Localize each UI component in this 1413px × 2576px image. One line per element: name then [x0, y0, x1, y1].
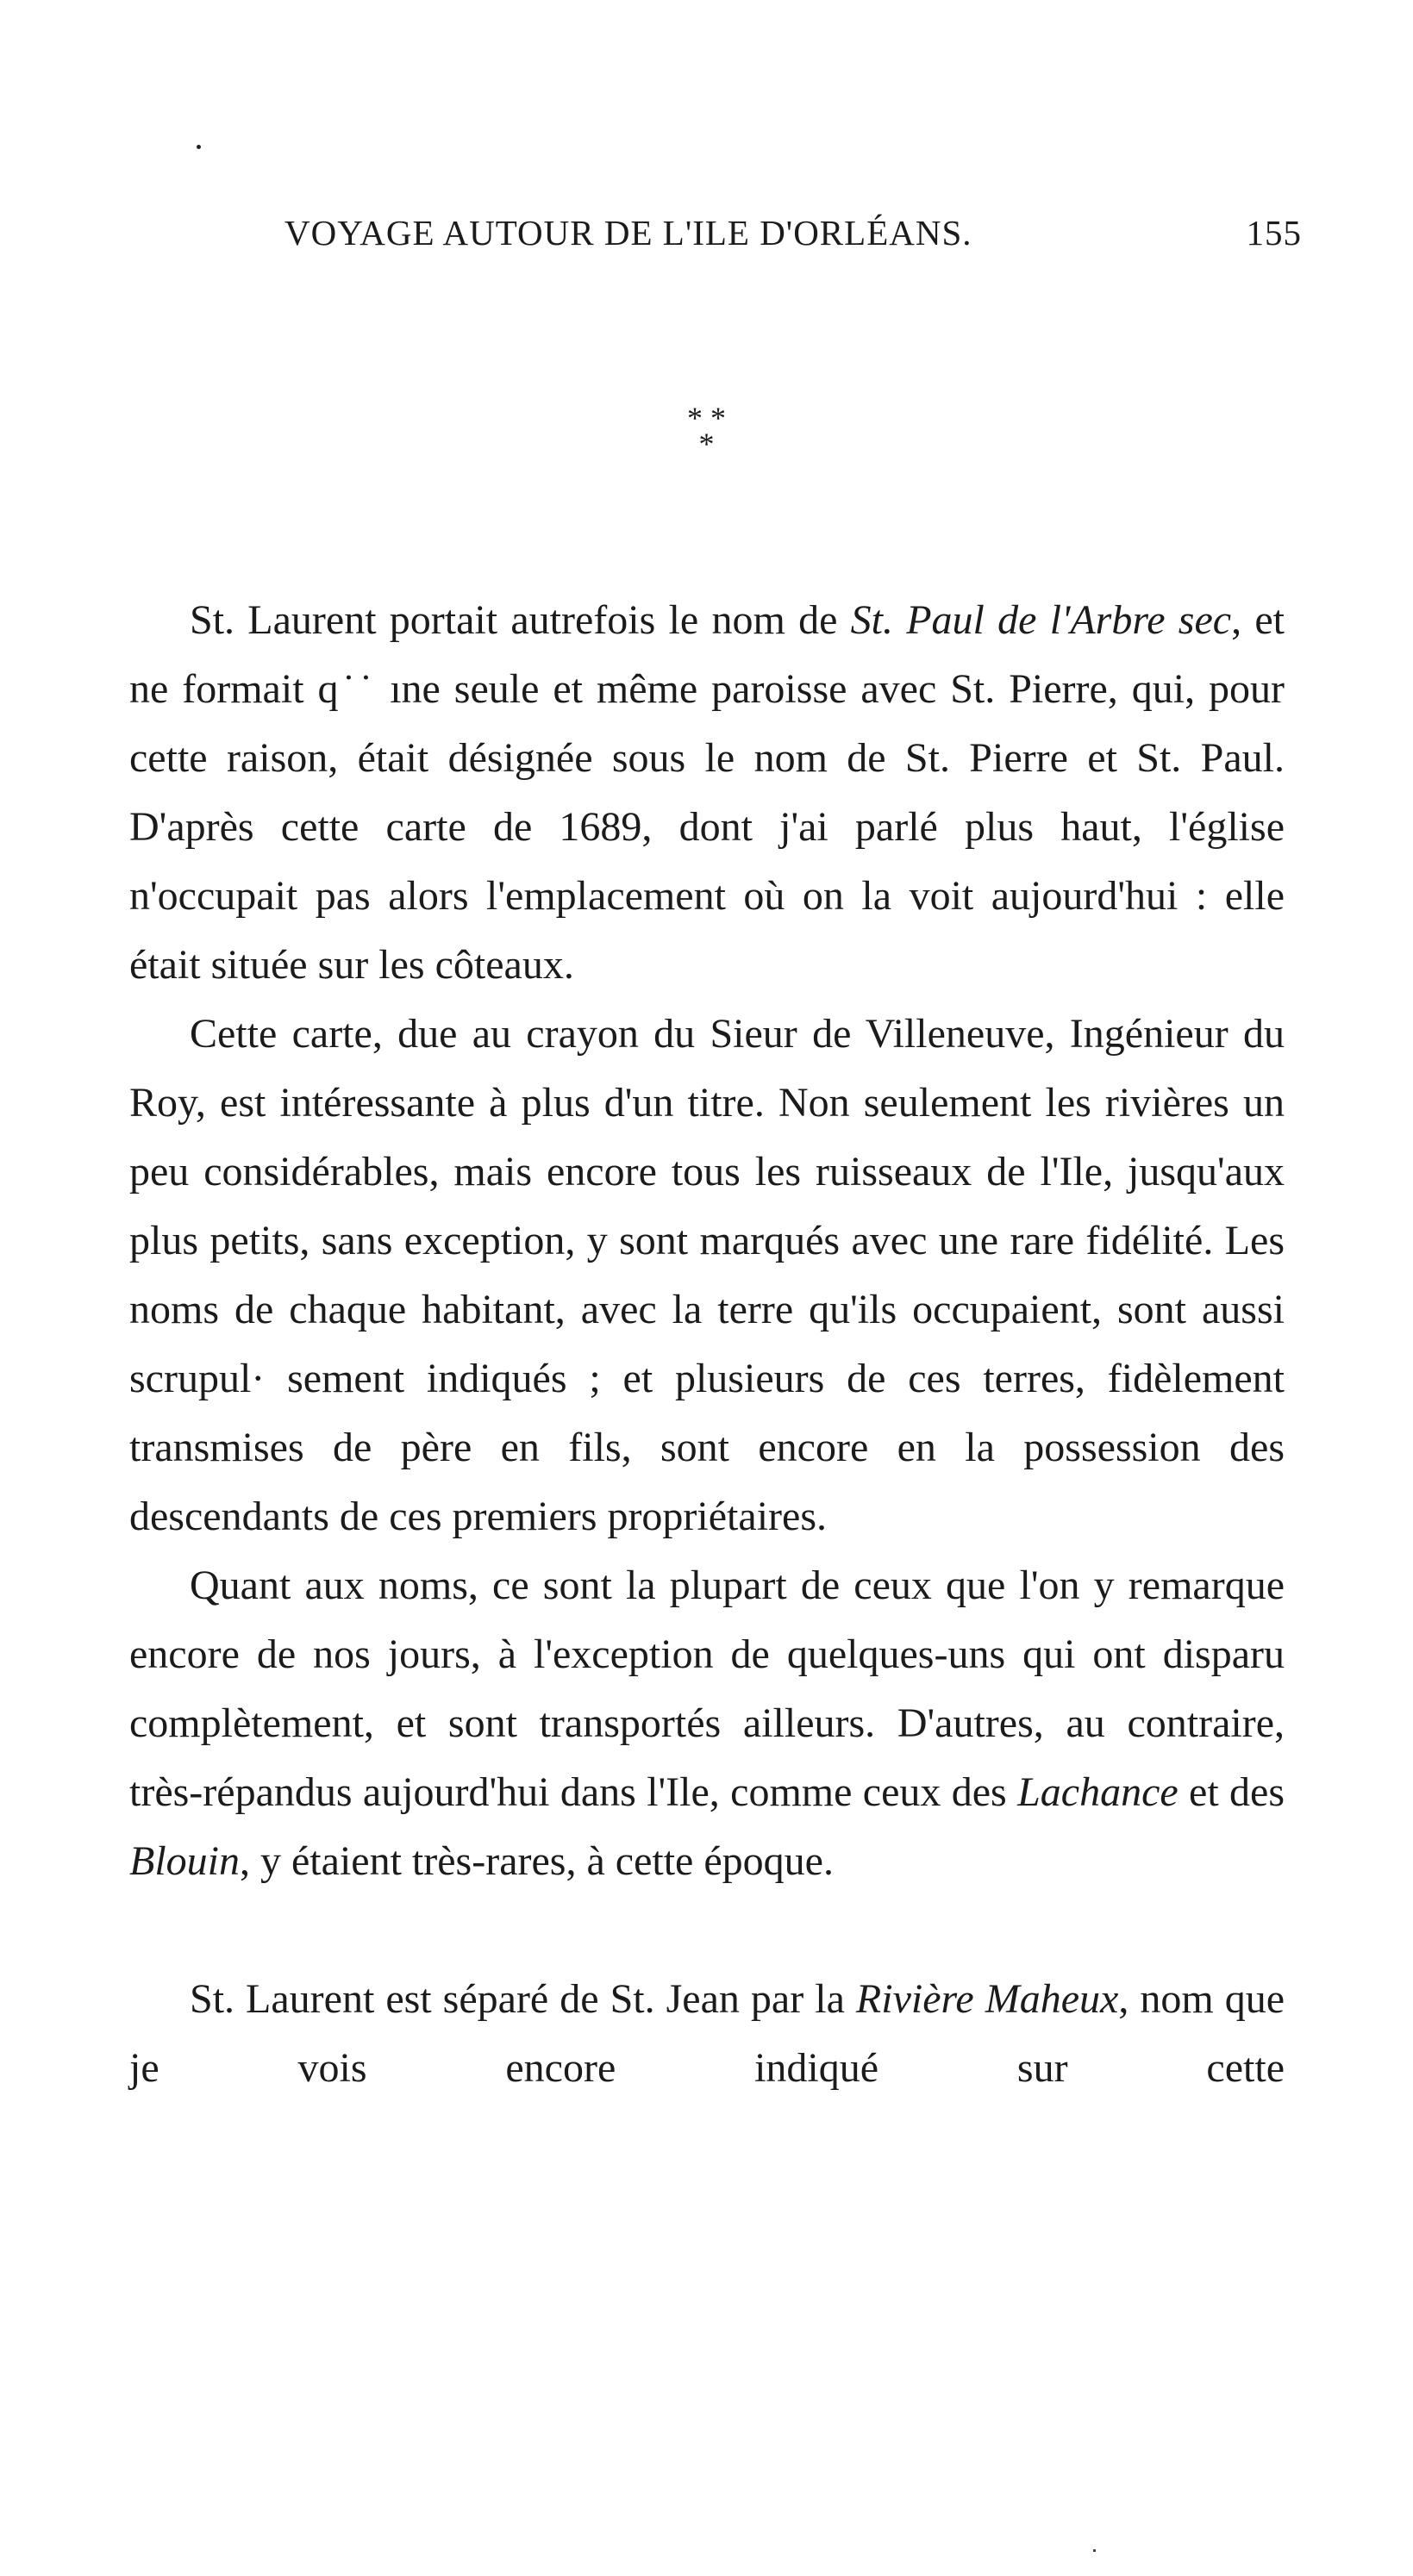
paragraph-text: Cette carte, due au crayon du Sieur de Villeneuve, Ingénieur du Roy, est intéressante à plus d'un titre. Non seulement les rivières un peu considérables, mais encore tous les ruisseaux de l'Ile, jusqu'aux plus petits, sans exception, y sont marqués avec une rare fidélité. Les noms de chaque habitant, avec la terre qu'ils occupaient, sont aussi scrupul· sement indiqués ; et plusieurs de ces terres, fidèlement transmises de père en fils, sont encore en la possession des descendants de ces premiers propriétaires.	[129, 1011, 1285, 1539]
paragraph-text: , nom que je vois encore indiqué sur cette	[129, 1976, 1285, 2091]
paragraph-2	[129, 1000, 1285, 1551]
italic-name: Blouin	[129, 1838, 240, 1884]
body-text	[129, 586, 1285, 2103]
paragraph-4	[129, 1965, 1285, 2103]
paragraph-text: St. Laurent est séparé de St. Jean par la	[190, 1976, 856, 2022]
paragraph-text: , y étaient très-rares, à cette époque.	[240, 1838, 834, 1884]
running-head	[284, 212, 1302, 253]
paragraph-text: St. Laurent portait autrefois le nom de	[190, 597, 851, 643]
page-number: 155	[1246, 213, 1302, 253]
asterism-ornament	[0, 401, 1413, 461]
asterism-top: * *	[687, 401, 726, 435]
paragraph-text: et des	[1178, 1769, 1285, 1815]
italic-name: Rivière Maheux	[855, 1976, 1119, 2022]
running-title: VOYAGE AUTOUR DE L'ILE D'ORLÉANS.	[284, 213, 972, 253]
paragraph-3	[129, 1551, 1285, 1896]
paragraph-1	[129, 586, 1285, 1000]
italic-name: Lachance	[1017, 1769, 1179, 1815]
asterism-bottom: *	[698, 427, 715, 461]
paragraph-text: Quant aux noms, ce sont la plupart de ceux que l'on y remarque encore de nos jours, à l'exception de quelques-uns qui ont disparu complètement, et sont transportés ailleurs. D'autres, au contraire, très-répandus aujourd'hui dans l'Ile, comme ceux des	[129, 1562, 1285, 1815]
italic-name: St. Paul de l'Arbre sec	[850, 597, 1232, 643]
scan-mark	[1093, 2549, 1096, 2552]
paragraph-text: , et ne formait q˙˙ ıne seule et même paroisse avec St. Pierre, qui, pour cette raison, était désignée sous le nom de St. Pierre et St. Paul. D'après cette carte de 1689, dont j'ai parlé plus haut, l'église n'occupait pas alors l'emplacement où on la voit aujourd'hui : elle était située sur les côteaux.	[129, 597, 1285, 988]
ink-speck	[197, 145, 201, 149]
